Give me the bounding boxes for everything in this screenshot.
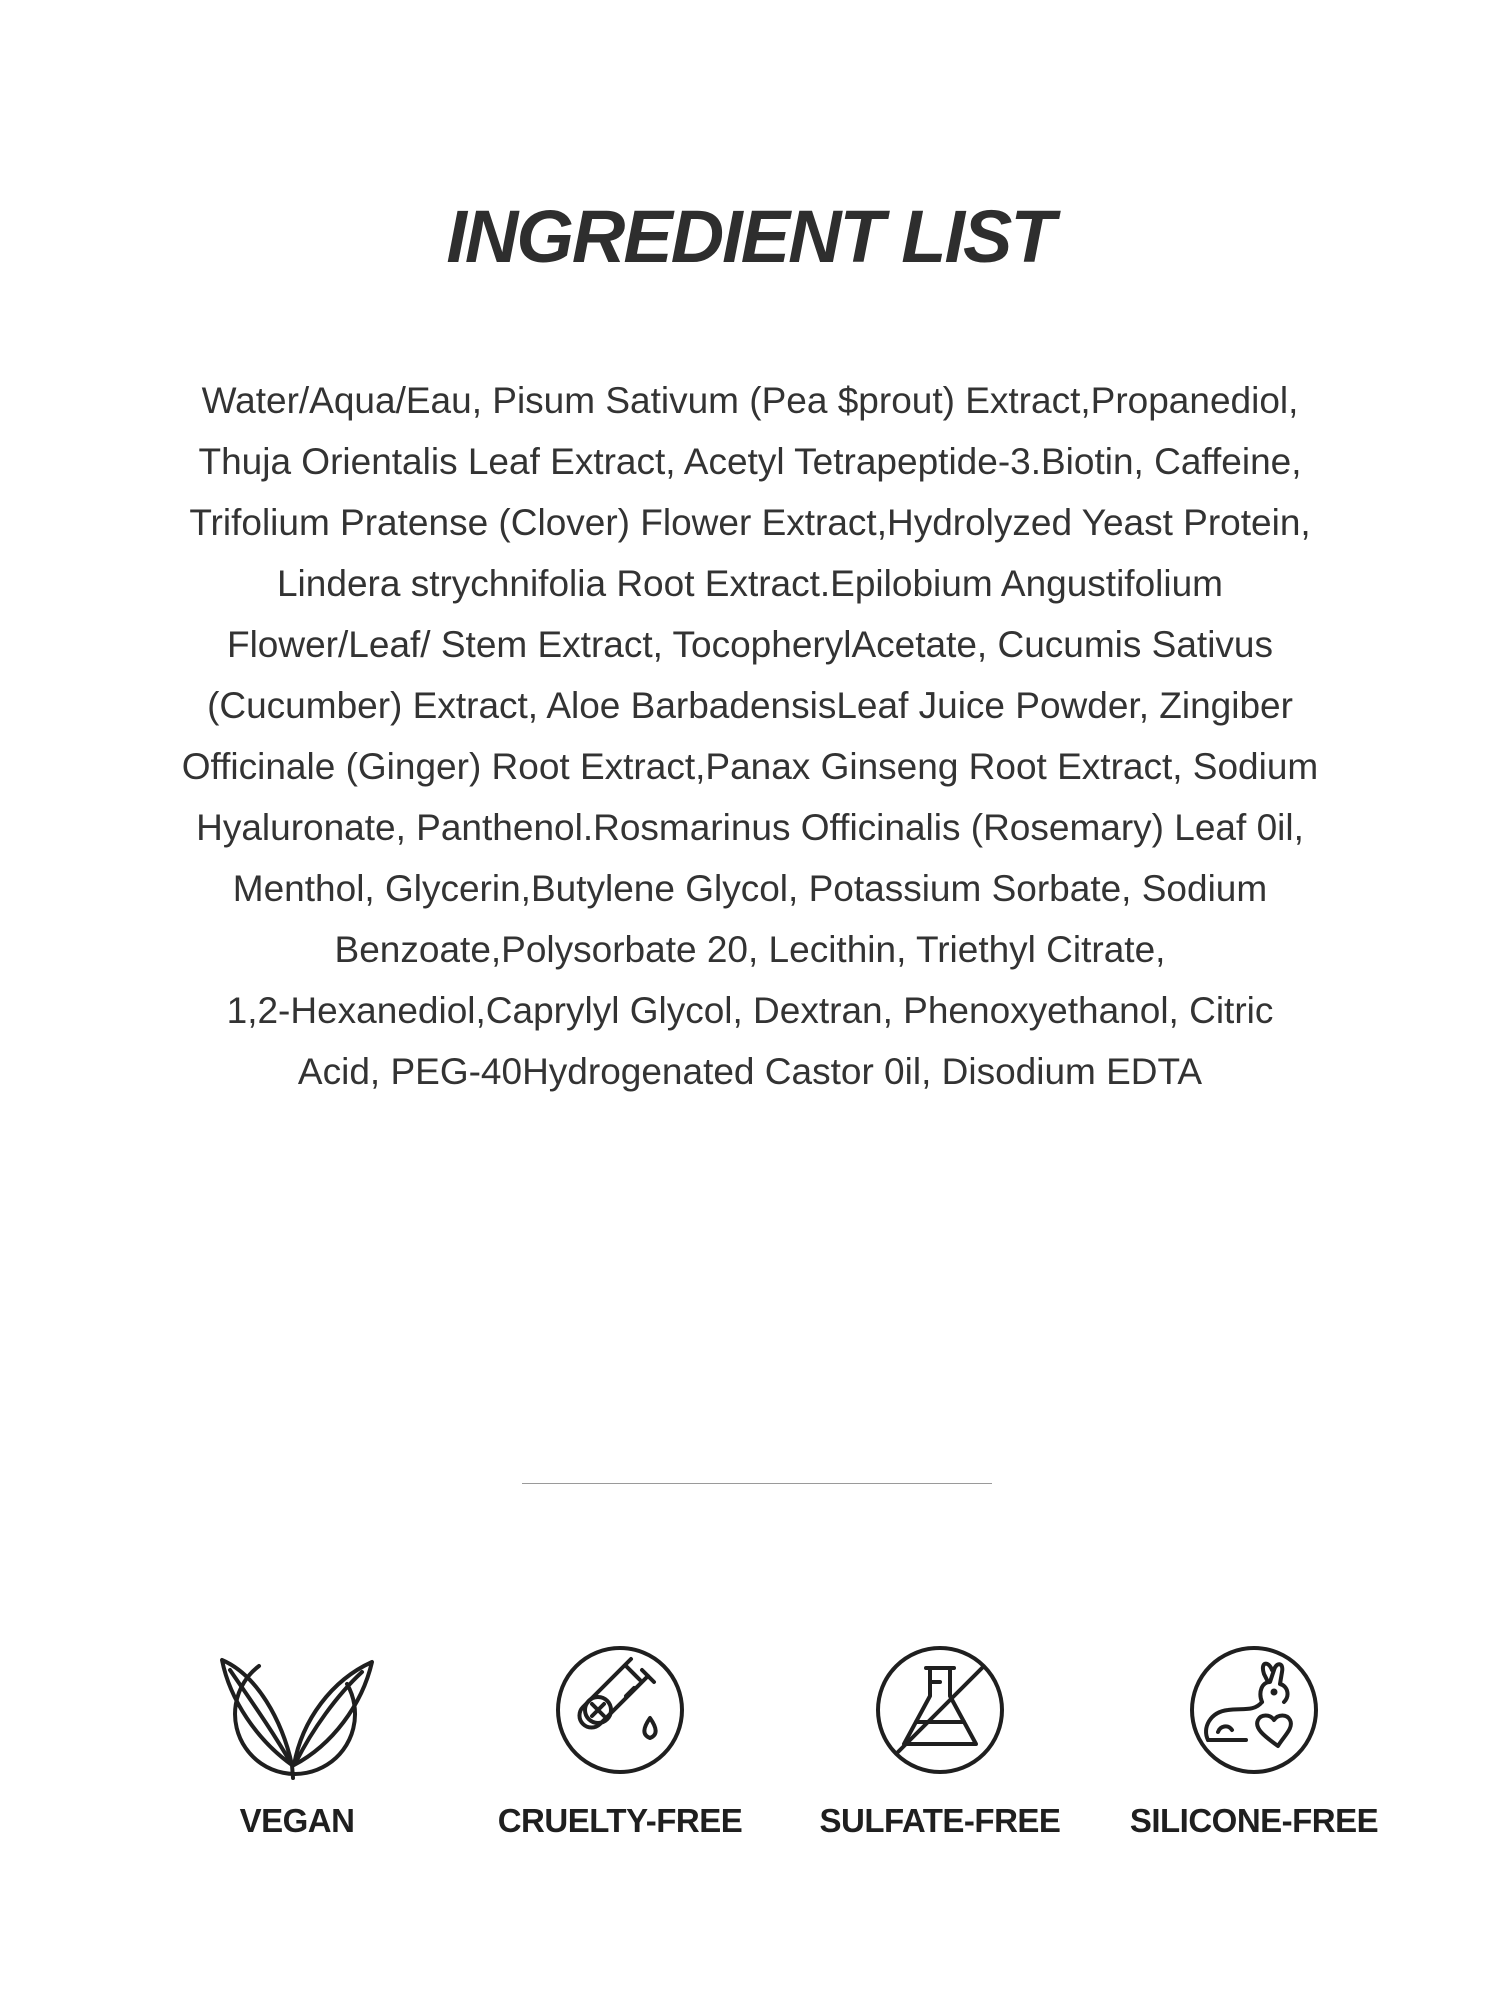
- ingredient-line: Acid, PEG-40Hydrogenated Castor 0il, Disodium EDTA: [297, 1051, 1203, 1092]
- badge-sulfate-free: [790, 1640, 1090, 1840]
- flask-crossed-icon: [870, 1640, 1010, 1780]
- page-title: INGREDIENT LIST: [446, 195, 1054, 278]
- badge-row: [0, 1640, 1500, 1860]
- ingredient-line: Flower/Leaf/ Stem Extract, TocopherylAcetate, Cucumis Sativus: [226, 624, 1274, 665]
- leaf-icon: [212, 1640, 382, 1780]
- badge-label: SILICONE-FREE: [1129, 1802, 1379, 1839]
- ingredient-line: Benzoate,Polysorbate 20, Lecithin, Triethyl Citrate,: [334, 929, 1166, 970]
- ingredient-list: [150, 370, 1350, 1102]
- test-tube-icon: [550, 1640, 690, 1780]
- ingredient-line: Hyaluronate, Panthenol.Rosmarinus Officinalis (Rosemary) Leaf 0il,: [196, 807, 1304, 848]
- divider: [522, 1483, 992, 1484]
- badge-cruelty-free: [470, 1640, 770, 1840]
- badge-label: CRUELTY-FREE: [497, 1802, 743, 1839]
- ingredient-line: Trifolium Pratense (Clover) Flower Extract,Hydrolyzed Yeast Protein,: [189, 502, 1311, 543]
- ingredient-line: (Cucumber) Extract, Aloe BarbadensisLeaf Juice Powder, Zingiber: [207, 685, 1293, 726]
- badge-label: SULFATE-FREE: [819, 1802, 1061, 1839]
- badge-silicone-free: [1104, 1640, 1404, 1840]
- ingredient-line: Water/Aqua/Eau, Pisum Sativum (Pea $prout) Extract,Propanediol,: [201, 380, 1299, 421]
- ingredient-line: Thuja Orientalis Leaf Extract, Acetyl Tetrapeptide-3.Biotin, Caffeine,: [198, 441, 1302, 482]
- ingredient-line: Menthol, Glycerin,Butylene Glycol, Potassium Sorbate, Sodium: [232, 868, 1268, 909]
- badge-label: VEGAN: [239, 1802, 355, 1839]
- ingredient-line: 1,2-Hexanediol,Caprylyl Glycol, Dextran, Phenoxyethanol, Citric: [226, 990, 1274, 1031]
- ingredient-line: Officinale (Ginger) Root Extract,Panax Ginseng Root Extract, Sodium: [181, 746, 1319, 787]
- ingredient-line: Lindera strychnifolia Root Extract.Epilobium Angustifolium: [276, 563, 1223, 604]
- rabbit-heart-icon: [1184, 1640, 1324, 1780]
- badge-vegan: [147, 1640, 447, 1840]
